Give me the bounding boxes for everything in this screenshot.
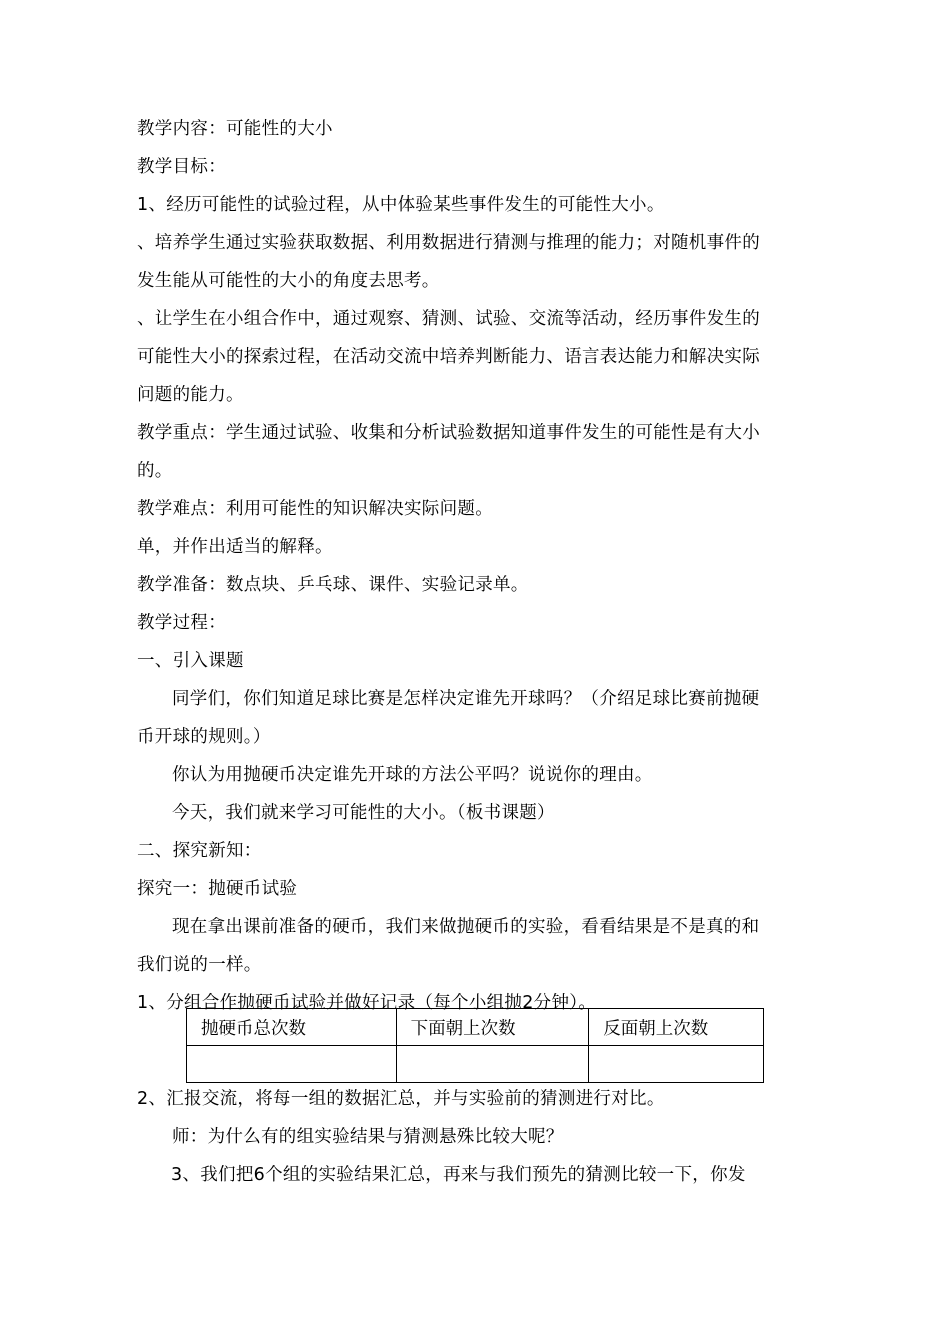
lesson-content: 教学内容：可能性的大小 [137, 119, 333, 139]
cell-face-up [396, 1046, 589, 1083]
goal-3-line-1: 、让学生在小组合作中，通过观察、猜测、试验、交流等活动，经历事件发生的 [137, 309, 760, 329]
difficulty: 教学难点：利用可能性的知识解决实际问题。 [137, 499, 493, 519]
step-1: 1、分组合作抛硬币试验并做好记录（每个小组抛2分钟）。 [137, 993, 597, 1013]
header-total-tosses: 抛硬币总次数 [187, 1009, 397, 1046]
cell-total-tosses [187, 1046, 397, 1083]
explore-1-heading: 探究一：抛硬币试验 [137, 879, 298, 899]
coin-toss-record-table [186, 1008, 764, 1083]
key-point-line-2: 的。 [137, 461, 173, 481]
intro-today: 今天，我们就来学习可能性的大小。（板书课题） [172, 803, 555, 823]
goal-1: 1、经历可能性的试验过程，从中体验某些事件发生的可能性大小。 [137, 195, 665, 215]
step-2: 2、汇报交流，将每一组的数据汇总，并与实验前的猜测进行对比。 [137, 1089, 665, 1109]
header-face-up: 下面朝上次数 [396, 1009, 589, 1046]
section-1-heading: 一、引入课题 [137, 651, 244, 671]
intro-paragraph-line-1: 同学们，你们知道足球比赛是怎样决定谁先开球吗？（介绍足球比赛前抛硬 [172, 689, 760, 709]
lesson-goals-heading: 教学目标： [137, 157, 226, 177]
intro-paragraph-line-2: 币开球的规则。） [137, 727, 271, 747]
header-back-up: 反面朝上次数 [589, 1009, 764, 1046]
teacher-question: 师：为什么有的组实验结果与猜测悬殊比较大呢？ [172, 1127, 564, 1147]
difficulty-continuation: 单，并作出适当的解释。 [137, 537, 333, 557]
section-2-heading: 二、探究新知： [137, 841, 262, 861]
goal-2-line-2: 发生能从可能性的大小的角度去思考。 [137, 271, 440, 291]
goal-3-line-2: 可能性大小的探索过程，在活动交流中培养判断能力、语言表达能力和解决实际 [137, 347, 760, 367]
table-row [187, 1046, 764, 1083]
goal-3-line-3: 问题的能力。 [137, 385, 244, 405]
cell-back-up [589, 1046, 764, 1083]
step-3: 3、我们把6个组的实验结果汇总，再来与我们预先的猜测比较一下，你发 [171, 1165, 746, 1185]
table-header-row [187, 1009, 764, 1046]
explore-paragraph-line-2: 我们说的一样。 [137, 955, 262, 975]
preparation: 教学准备：数点块、乒乓球、课件、实验记录单。 [137, 575, 529, 595]
goal-2-line-1: 、培养学生通过实验获取数据、利用数据进行猜测与推理的能力；对随机事件的 [137, 233, 760, 253]
intro-question: 你认为用抛硬币决定谁先开球的方法公平吗？说说你的理由。 [172, 765, 653, 785]
process-heading: 教学过程： [137, 613, 226, 633]
explore-paragraph-line-1: 现在拿出课前准备的硬币，我们来做抛硬币的实验，看看结果是不是真的和 [172, 917, 760, 937]
key-point-line-1: 教学重点：学生通过试验、收集和分析试验数据知道事件发生的可能性是有大小 [137, 423, 760, 443]
